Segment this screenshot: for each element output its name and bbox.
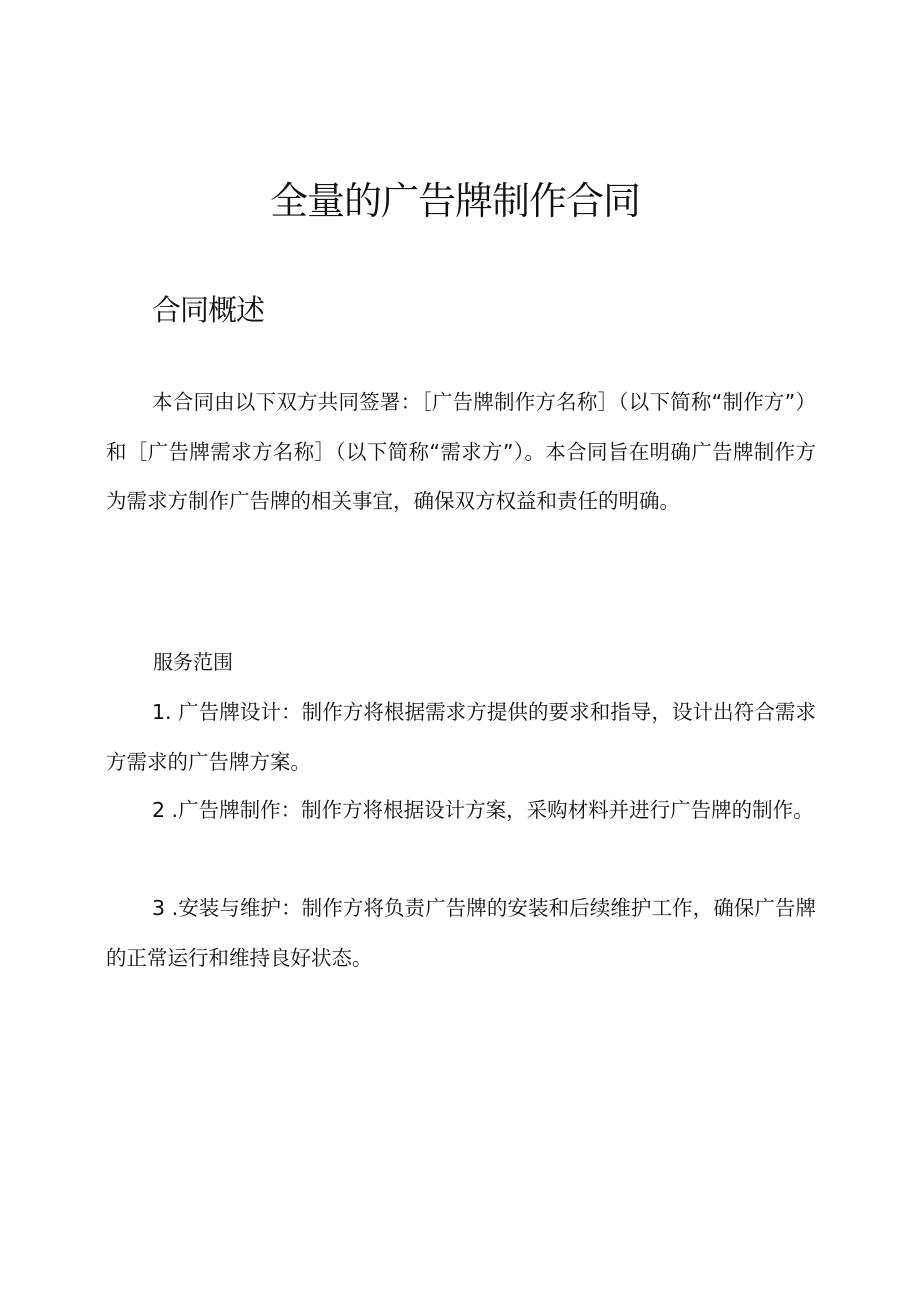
overview-heading: 合同概述 [152, 293, 265, 327]
service-item-production: 2 .广告牌制作：制作方将根据设计方案，采购材料并进行广告牌的制作。 [152, 798, 814, 822]
services-heading: 服务范围 [153, 650, 233, 674]
document-title: 全量的广告牌制作合同 [269, 179, 640, 223]
overview-paragraph: 本合同由以下双方共同签署：［广告牌制作方名称］（以下简称“制作方”）和［广告牌需求方名称］（以下简称“需求方”）。本合同旨在明确广告牌制作方为需求方制作广告牌的相关事宜，确保双方权益和责任的明确。 [106, 390, 816, 514]
service-item-installation-maintenance: 3 .安装与维护：制作方将负责广告牌的安装和后续维护工作，确保广告牌的正常运行和维持良好状态。 [106, 896, 816, 970]
service-item-design: 1. 广告牌设计：制作方将根据需求方提供的要求和指导，设计出符合需求方需求的广告牌方案。 [106, 700, 816, 774]
